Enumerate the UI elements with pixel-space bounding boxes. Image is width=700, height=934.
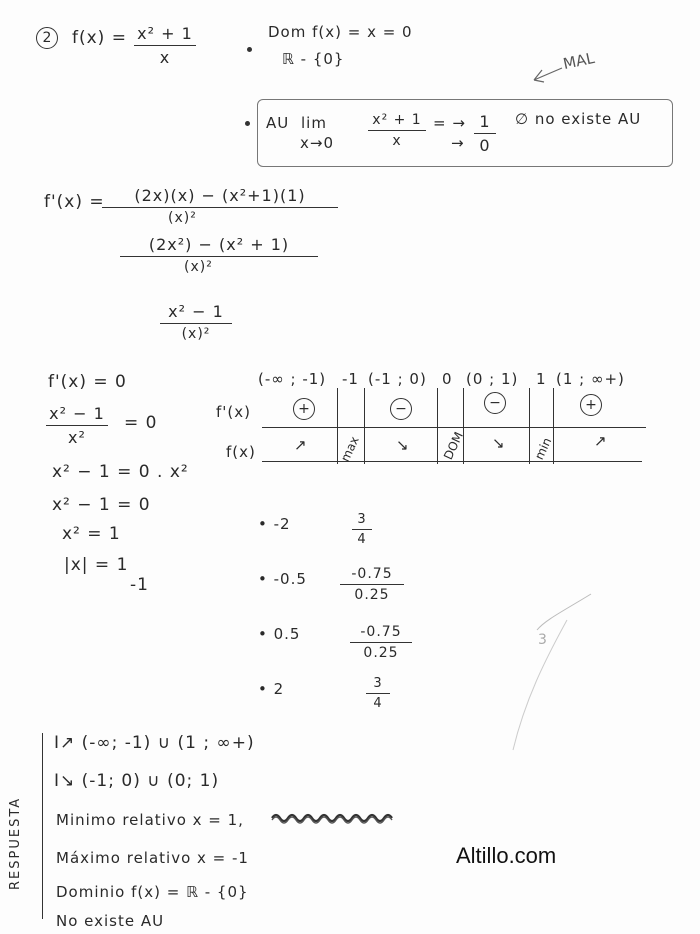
critical-numerator: x² − 1 bbox=[49, 404, 105, 423]
result-numerator: 1 bbox=[479, 112, 491, 131]
answer-line: I↗ (-∞; -1) ∪ (1 ; ∞+) bbox=[54, 733, 255, 753]
test-value bbox=[352, 512, 372, 547]
interval-header: (0 ; 1) bbox=[466, 370, 519, 388]
step2-denominator: (x)² bbox=[184, 259, 213, 275]
step1-numerator: (2x)(x) − (x²+1)(1) bbox=[134, 186, 306, 205]
test-value bbox=[350, 624, 412, 661]
test-denominator: 0.25 bbox=[363, 645, 399, 661]
test-denominator: 0.25 bbox=[354, 587, 390, 603]
watermark: Altillo.com bbox=[456, 843, 557, 868]
domain-excluded-mark: DOM bbox=[441, 429, 466, 462]
test-numerator: -0.75 bbox=[351, 566, 393, 582]
table-divider bbox=[337, 388, 338, 464]
grader-note: MAL bbox=[561, 48, 597, 74]
table-divider bbox=[262, 427, 646, 428]
table-divider bbox=[529, 388, 530, 464]
answer-line: Dominio f(x) = ℝ - {0} bbox=[56, 883, 249, 901]
limit-arrow-2: → bbox=[451, 134, 465, 152]
function-label: f(x) = bbox=[72, 28, 127, 48]
bullet bbox=[247, 47, 252, 52]
minimum-mark: min bbox=[532, 435, 555, 462]
increasing-arrow-icon: ↗ bbox=[594, 432, 608, 450]
critical-line-6: |x| = 1 bbox=[64, 555, 129, 575]
answer-line: Minimo relativo x = 1, bbox=[56, 811, 244, 829]
step2-numerator: (2x²) − (x² + 1) bbox=[148, 235, 290, 254]
limit-subscript: x→0 bbox=[300, 134, 334, 152]
test-value bbox=[340, 566, 404, 603]
row-label-function: f(x) bbox=[226, 443, 256, 461]
domain-line-1: Dom f(x) = x = 0 bbox=[268, 23, 413, 41]
answer-line: Máximo relativo x = -1 bbox=[56, 849, 249, 867]
result-denominator: 0 bbox=[479, 136, 491, 155]
bullet bbox=[245, 121, 250, 126]
critical-line-3: x² − 1 = 0 . x² bbox=[52, 462, 189, 482]
test-point: • -0.5 bbox=[258, 570, 307, 588]
increasing-arrow-icon: ↗ bbox=[294, 436, 308, 454]
interval-header: (1 ; ∞+) bbox=[556, 370, 625, 388]
decreasing-arrow-icon: ↘ bbox=[492, 434, 506, 452]
table-divider bbox=[364, 388, 365, 464]
interval-header: (-∞ ; -1) bbox=[258, 370, 327, 388]
step1-denominator: (x)² bbox=[168, 210, 197, 226]
step3-numerator: x² − 1 bbox=[168, 302, 224, 321]
fraction-bar bbox=[134, 45, 196, 46]
margin-mark: 3 bbox=[538, 632, 547, 648]
step3-denominator: (x)² bbox=[181, 326, 211, 342]
critical-denominator: x² bbox=[68, 428, 86, 447]
limit-numerator: x² + 1 bbox=[372, 112, 422, 128]
asymptote-conclusion: ∅ no existe AU bbox=[515, 110, 642, 128]
limit-result-fraction bbox=[474, 112, 496, 155]
answer-bracket bbox=[42, 733, 43, 919]
fraction-bar bbox=[350, 642, 412, 643]
critical-equals-zero: = 0 bbox=[124, 413, 158, 433]
critical-line-5: x² = 1 bbox=[62, 524, 121, 544]
asymptote-label: AU bbox=[266, 114, 290, 132]
test-numerator: 3 bbox=[373, 676, 383, 691]
function-fraction bbox=[134, 24, 196, 67]
pencil-scribble-icon bbox=[505, 590, 595, 760]
fraction-bar bbox=[366, 693, 390, 694]
fraction-bar bbox=[120, 256, 318, 257]
critical-line-1: f'(x) = 0 bbox=[48, 372, 127, 392]
sign-negative: − bbox=[390, 398, 412, 420]
fraction-bar bbox=[340, 584, 404, 585]
fraction-bar bbox=[46, 425, 108, 426]
critical-line-4: x² − 1 = 0 bbox=[52, 495, 151, 515]
answer-line: I↘ (-1; 0) ∪ (0; 1) bbox=[54, 771, 220, 791]
test-denominator: 4 bbox=[357, 532, 367, 547]
test-denominator: 4 bbox=[373, 696, 383, 711]
row-label-derivative: f'(x) bbox=[216, 403, 251, 421]
maximum-mark: max bbox=[338, 434, 362, 464]
test-numerator: 3 bbox=[357, 512, 367, 527]
fraction-bar bbox=[474, 133, 496, 134]
domain-line-2: ℝ - {0} bbox=[282, 50, 345, 68]
limit-fraction bbox=[368, 112, 426, 149]
interval-header: 0 bbox=[442, 370, 453, 388]
derivative-label: f'(x) = bbox=[44, 192, 105, 212]
derivative-step-2 bbox=[120, 235, 318, 275]
test-point: • 2 bbox=[258, 680, 285, 698]
table-divider bbox=[553, 388, 554, 464]
problem-number: 2 bbox=[36, 27, 58, 49]
test-point: • -2 bbox=[258, 515, 291, 533]
fraction-bar bbox=[102, 207, 338, 208]
sign-positive: + bbox=[580, 394, 602, 416]
table-divider bbox=[463, 388, 464, 464]
decreasing-arrow-icon: ↘ bbox=[396, 436, 410, 454]
limit-denominator: x bbox=[392, 133, 402, 149]
answer-label: RESPUESTA bbox=[8, 796, 23, 890]
interval-header: 1 bbox=[536, 370, 547, 388]
table-divider bbox=[437, 388, 438, 464]
interval-header: -1 bbox=[342, 370, 359, 388]
crossed-out-scribble-icon bbox=[270, 810, 398, 826]
sign-negative: − bbox=[484, 392, 506, 414]
test-value bbox=[366, 676, 390, 711]
limit-label: lim bbox=[301, 114, 327, 132]
fraction-bar bbox=[160, 323, 232, 324]
critical-fraction bbox=[46, 404, 108, 447]
limit-arrow: = → bbox=[433, 114, 466, 132]
function-numerator: x² + 1 bbox=[137, 24, 193, 43]
grader-arrow-icon bbox=[532, 62, 566, 84]
critical-line-7: -1 bbox=[130, 575, 149, 595]
sign-positive: + bbox=[293, 398, 315, 420]
derivative-step-1 bbox=[102, 186, 338, 226]
test-numerator: -0.75 bbox=[360, 624, 402, 640]
function-denominator: x bbox=[159, 48, 171, 67]
derivative-step-3 bbox=[160, 302, 232, 342]
fraction-bar bbox=[352, 529, 372, 530]
interval-header: (-1 ; 0) bbox=[368, 370, 427, 388]
answer-line: No existe AU bbox=[56, 912, 165, 930]
test-point: • 0.5 bbox=[258, 625, 301, 643]
fraction-bar bbox=[368, 130, 426, 131]
